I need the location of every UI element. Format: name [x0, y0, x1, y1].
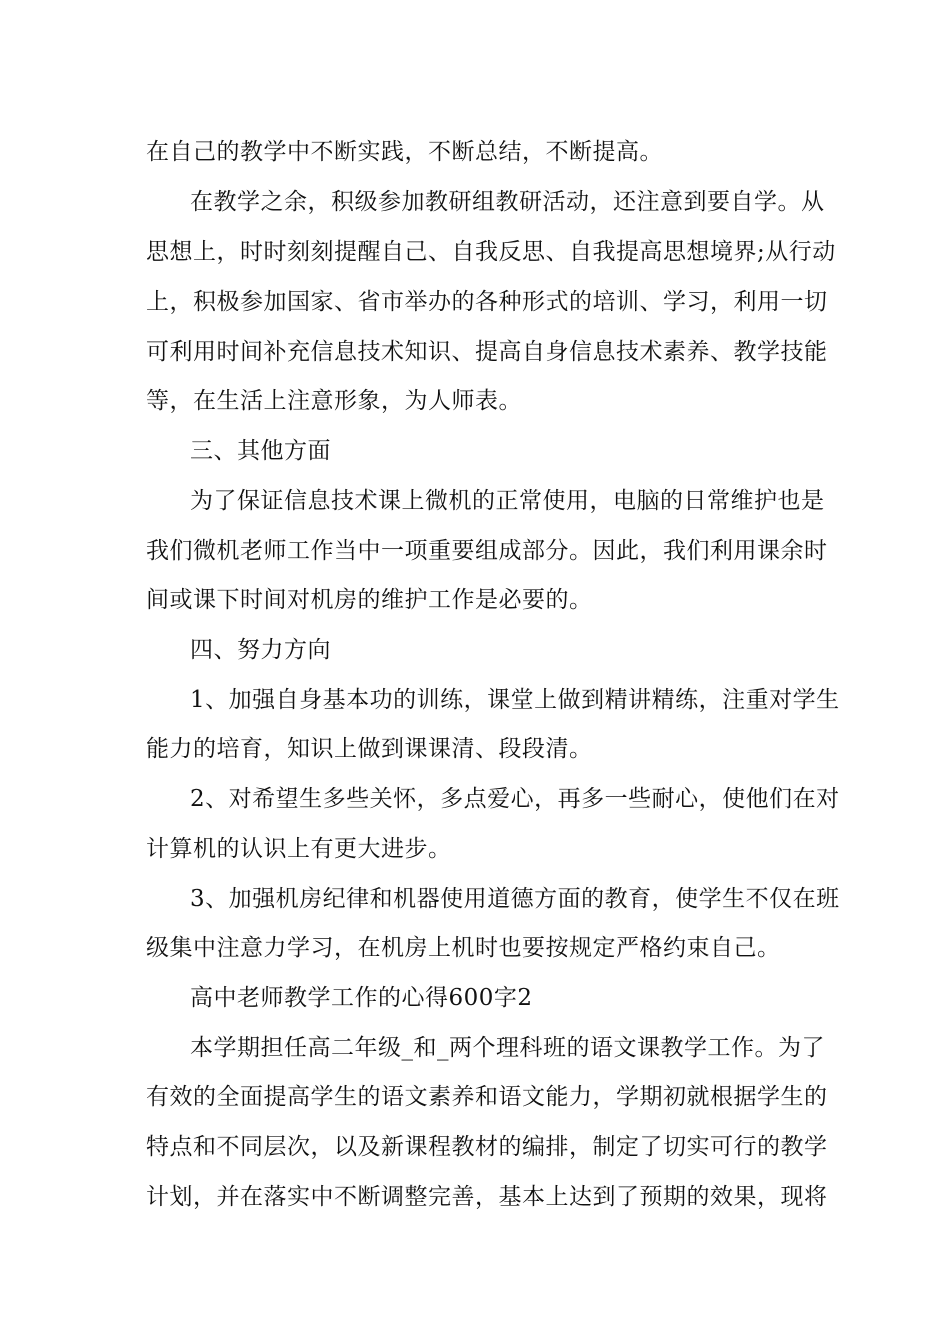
text-line: 级集中注意力学习，在机房上机时也要按规定严格约束自己。 — [146, 935, 781, 961]
text-line: 有效的全面提高学生的语文素养和语文能力，学期初就根据学生的 — [146, 1084, 828, 1110]
paragraph-start: 在教学之余，积级参加教研组教研活动，还注意到要自学。从 — [190, 189, 825, 215]
section-heading-direction: 四、努力方向 — [190, 637, 331, 663]
text-line: 能力的培育，知识上做到课课清、段段清。 — [146, 736, 593, 762]
article-title: 高中老师教学工作的心得600字2 — [190, 985, 533, 1011]
paragraph-start: 为了保证信息技术课上微机的正常使用，电脑的日常维护也是 — [190, 488, 825, 514]
text-line: 计划，并在落实中不断调整完善，基本上达到了预期的效果，现将 — [146, 1184, 828, 1210]
text-line: 我们微机老师工作当中一项重要组成部分。因此，我们利用课余时 — [146, 538, 828, 564]
text-line: 计算机的认识上有更大进步。 — [146, 836, 452, 862]
paragraph-start: 本学期担任高二年级_和_两个理科班的语文课教学工作。为了 — [190, 1035, 825, 1061]
text-line: 上，积极参加国家、省市举办的各种形式的培训、学习，利用一切 — [146, 289, 828, 315]
text-line: 思想上，时时刻刻提醒自己、自我反思、自我提高思想境界;从行动 — [146, 239, 836, 265]
text-line: 等，在生活上注意形象，为人师表。 — [146, 388, 522, 414]
list-item-2: 2、对希望生多些关怀，多点爱心，再多一些耐心，使他们在对 — [190, 786, 840, 812]
list-item-3: 3、加强机房纪律和机器使用道德方面的教育，使学生不仅在班 — [190, 886, 840, 912]
text-line: 特点和不同层次，以及新课程教材的编排，制定了切实可行的教学 — [146, 1134, 828, 1160]
text-line: 在自己的教学中不断实践，不断总结，不断提高。 — [146, 139, 663, 165]
text-line: 可利用时间补充信息技术知识、提高自身信息技术素养、教学技能 — [146, 339, 828, 365]
section-heading-other: 三、其他方面 — [190, 438, 331, 464]
list-item-1: 1、加强自身基本功的训练，课堂上做到精讲精练，注重对学生 — [190, 687, 840, 713]
text-line: 间或课下时间对机房的维护工作是必要的。 — [146, 587, 593, 613]
